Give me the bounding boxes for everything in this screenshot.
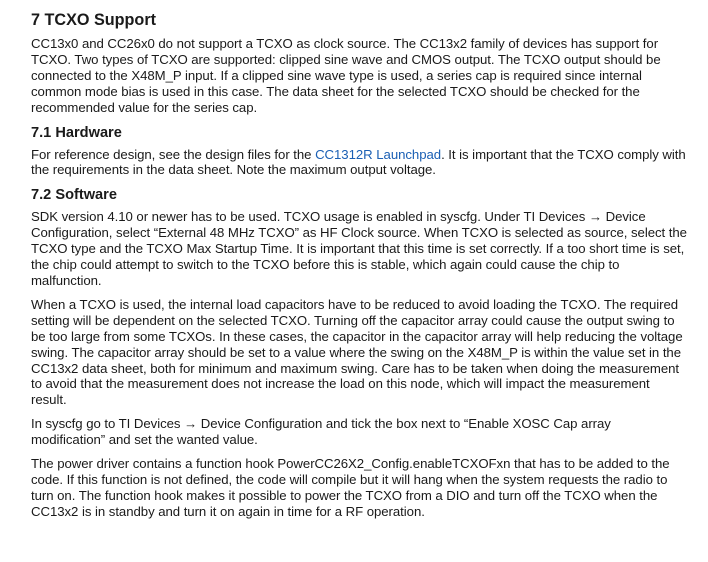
software-heading: 7.2 Software (31, 187, 117, 204)
software-paragraph: SDK version 4.10 or newer has to be used. TCXO usage is enabled in syscfg. Under TI Devices → Device Configuration, select “External 48 MHz TCXO” as HF Clock source. When TCXO is selected as source, select the TCXO type and the TCXO Max Startup Time. It is important that this time is set correctly. If a too short time is set, the chip could attempt to switch to the TCXO before this is stable, which again could cause the chip to malfunction. (31, 209, 687, 288)
hardware-heading: 7.1 Hardware (31, 124, 122, 141)
section-title: 7 TCXO Support (31, 11, 157, 29)
hardware-text-after-link: . It is important that the TCXO comply with the requirements in the data sheet. Note the maximum output voltage. (31, 146, 686, 178)
software-paragraph: When a TCXO is used, the internal load capacitors have to be reduced to avoid loading the TCXO. The required setting will be dependent on the selected TCXO. Turning off the capacitor array could cause the output swing to be too large from some TCXOs. In these cases, the capacitor in the capacitor array will help reducing the voltage swing. The capacitor array should be set to a value where the swing on the X48M_P is within the value set in the CC13x2 data sheet, both for minimum and maximum swing. Care has to be taken when doing the measurement to avoid that the measurement does not increase the load on this node, which will impact the measurement result. (31, 296, 683, 408)
hardware-text-before-link: For reference design, see the design files for the (31, 146, 316, 162)
software-paragraph: The power driver contains a function hook PowerCC26X2_Config.enableTCXOFxn that has to be added to the code. If this function is not defined, the code will compile but it will hang when the system requests the radio to turn on. The function hook makes it possible to power the TCXO from a DIO and turn off the TCXO when the CC13x2 is in standby and turn it on again in time for a RF operation. (31, 456, 670, 519)
software-paragraph: In syscfg go to TI Devices → Device Configuration and tick the box next to “Enable XOSC Cap array modification” and set the wanted value. (31, 416, 611, 448)
hardware-paragraph (31, 147, 688, 179)
section-intro-paragraph: CC13x0 and CC26x0 do not support a TCXO as clock source. The CC13x2 family of devices has support for TCXO. Two types of TCXO are supported: clipped sine wave and CMOS output. The TCXO output should be connected to the X48M_P input. If a clipped sine wave type is used, a series cap is required since internal common mode bias is used in this case. The data sheet for the selected TCXO should be checked for the recommended value for the series cap. (31, 36, 661, 115)
cc1312r-launchpad-link[interactable]: CC1312R Launchpad (315, 146, 442, 162)
